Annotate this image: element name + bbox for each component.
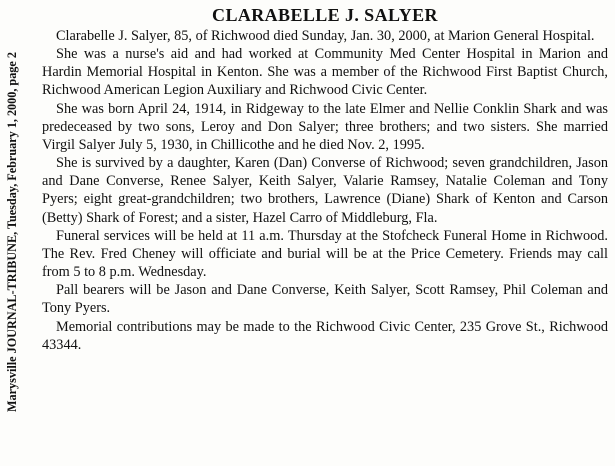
headline: CLARABELLE J. SALYER [212,5,438,25]
obituary-article [42,4,608,354]
paragraph-pall-bearers: Pall bearers will be Jason and Dane Converse, Keith Salyer, Scott Ramsey, Phil Coleman and Tony Pyers. [42,282,608,317]
paragraph-survivors: She is survived by a daughter, Karen (Dan) Converse of Richwood; seven grandchildren, Jason and Dane Converse, Renee Salyer, Keith Salyer, Valarie Ramsey, Natalie Coleman and Tony Pyers; eight great-grandchildren; two brothers, Lawrence (Diane) Shark of Kenton and Carson (Betty) Shark of Forest; and a sister, Hazel Carro of Middleburg, Fla. [42,155,608,226]
side-caption: Marysville JOURNAL-TRIBUNE, Tuesday, February 1, 2000, page 2 [5,52,19,412]
paragraph-services: Funeral services will be held at 11 a.m. Thursday at the Stofcheck Funeral Home in Richwood. The Rev. Fred Cheney will officiate and burial will be at the Price Cemetery. Friends may call from 5 to 8 p.m. Wednesday. [42,227,608,281]
paragraph-career: She was a nurse's aid and had worked at Community Med Center Hospital in Marion and Hardin Memorial Hospital in Kenton. She was a member of the Richwood First Baptist Church, Richwood American Legion Auxiliary and Richwood Civic Center. [42,46,608,99]
paragraph-memorial: Memorial contributions may be made to the Richwood Civic Center, 235 Grove St., Richwood 43344. [42,318,608,353]
paragraph-biography: She was born April 24, 1914, in Ridgeway to the late Elmer and Nellie Conklin Shark and was predeceased by two sons, Leroy and Don Salyer; three brothers; and two sisters. She married Virgil Salyer July 5, 1930, in Chillicothe and he died Nov. 2, 1995. [42,100,608,153]
paragraph-death-notice: Clarabelle J. Salyer, 85, of Richwood died Sunday, Jan. 30, 2000, at Marion General Hospital. [56,28,595,44]
